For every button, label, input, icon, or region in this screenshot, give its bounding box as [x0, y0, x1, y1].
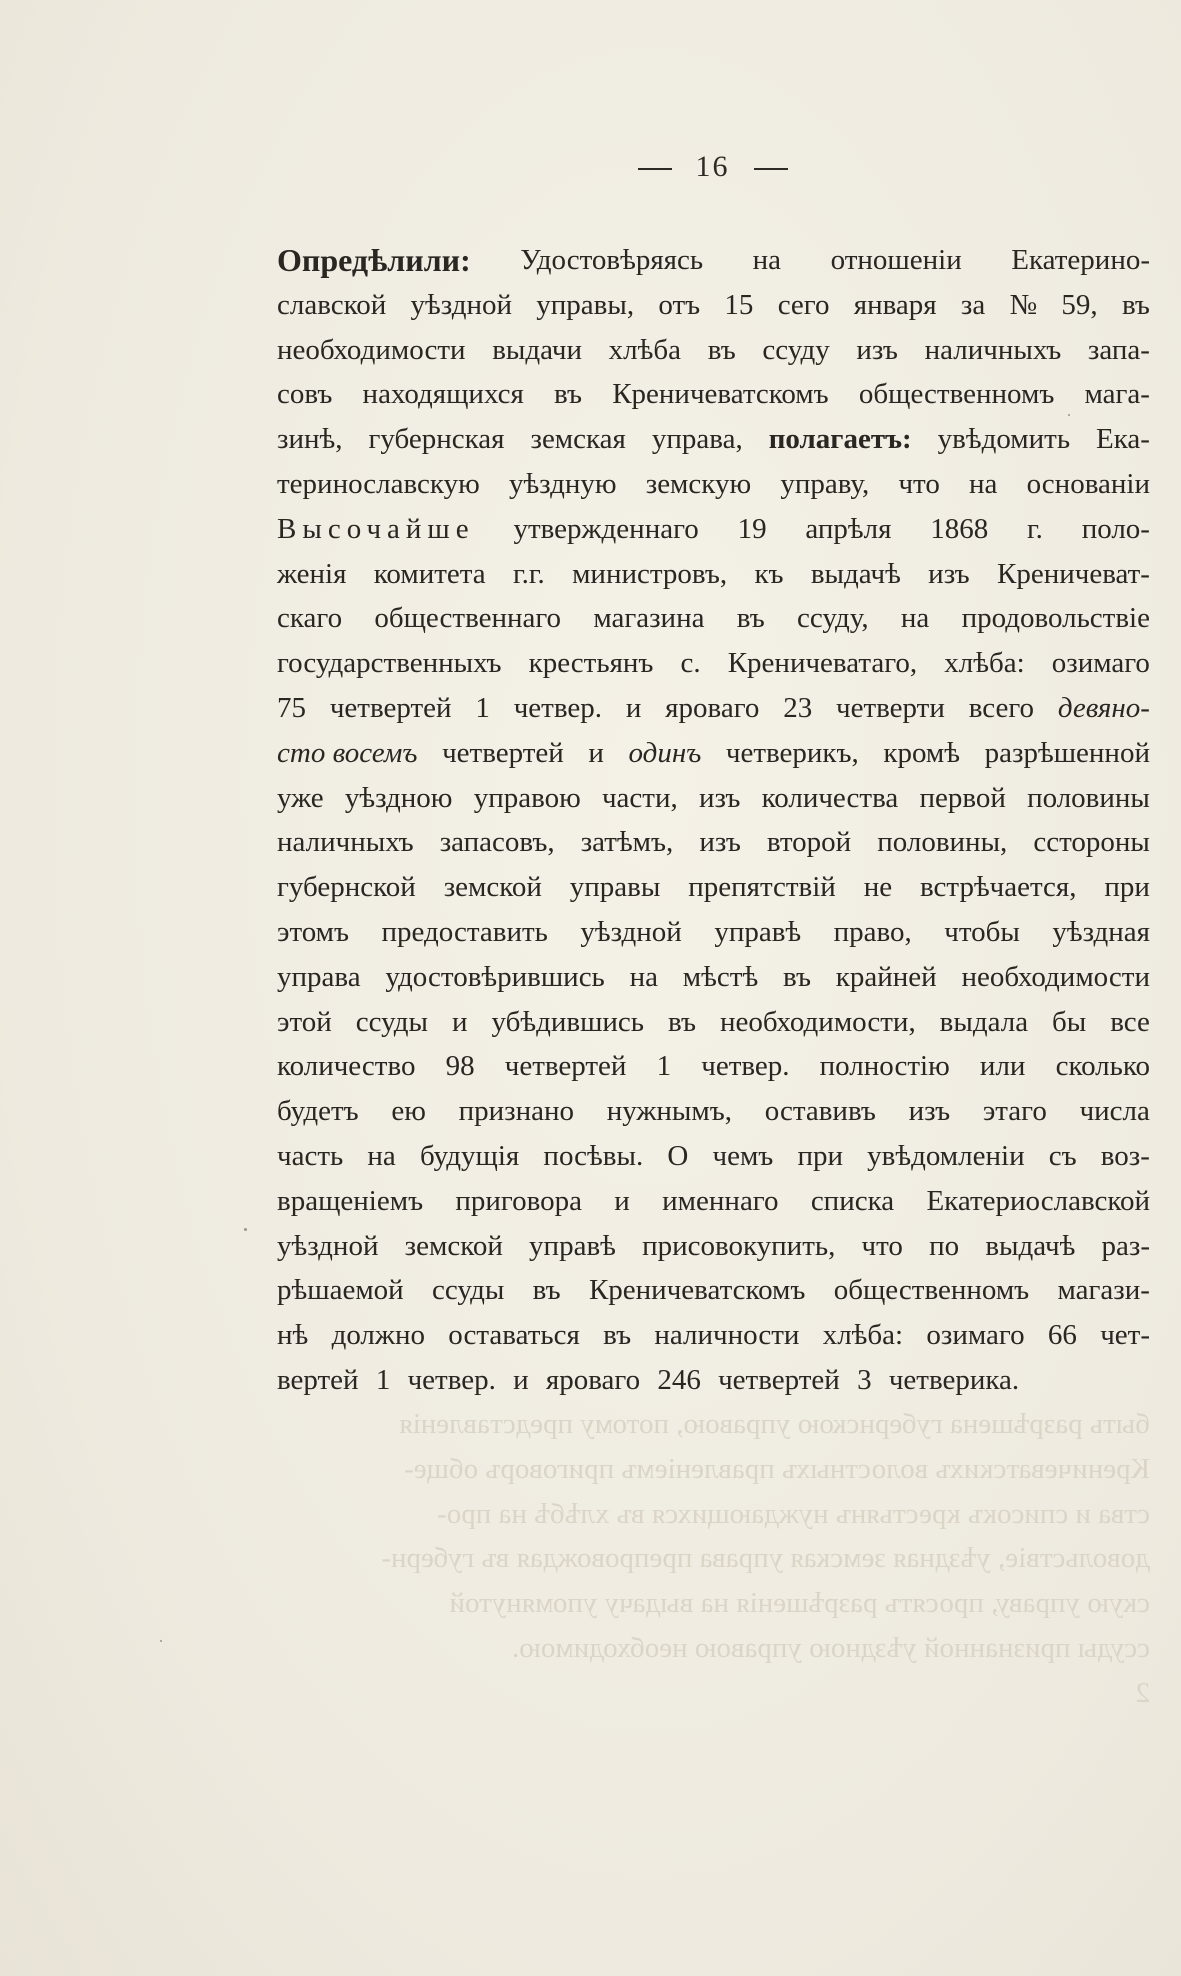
- word: разрѣшенной: [984, 736, 1150, 769]
- word: земской: [443, 871, 542, 904]
- word: и: [614, 1184, 630, 1217]
- word: приговора: [455, 1184, 582, 1217]
- word: половины: [1027, 781, 1150, 814]
- word: и: [451, 1005, 468, 1038]
- word: присовокупить,: [642, 1229, 836, 1262]
- word: сего: [777, 288, 830, 321]
- word: утвержденнаго: [513, 512, 699, 545]
- body-text: [277, 238, 1150, 1403]
- word: убѣдившись: [491, 1005, 645, 1038]
- word: съ: [1048, 1139, 1077, 1172]
- word: 59,: [1061, 288, 1098, 321]
- word: №: [1009, 288, 1038, 321]
- word: находящихся: [362, 378, 524, 411]
- word: теринославскую: [277, 467, 480, 500]
- word: половины,: [877, 826, 1008, 859]
- text-line-22: [277, 1179, 1150, 1224]
- word: крайней: [835, 960, 937, 993]
- word: уѣздной: [580, 915, 682, 948]
- word: наличныхъ: [277, 826, 414, 859]
- word: уже: [277, 781, 324, 814]
- text-line-17: [277, 955, 1150, 1000]
- text-line-24: [277, 1268, 1150, 1313]
- text-line-3: [277, 328, 1150, 373]
- word: этой: [277, 1005, 332, 1038]
- word: нужнымъ,: [606, 1095, 733, 1128]
- word: земская: [530, 423, 626, 456]
- word: на: [629, 960, 658, 993]
- word: и: [588, 736, 604, 769]
- word: Екатериославской: [926, 1184, 1150, 1217]
- text-line-8: [277, 552, 1150, 597]
- page-number: [0, 150, 1181, 184]
- word: что: [898, 467, 940, 500]
- word: крестьянъ: [528, 647, 654, 680]
- word: губернская: [368, 423, 505, 456]
- word: вертей: [277, 1363, 359, 1396]
- word: общественнаго: [374, 602, 562, 635]
- show-through-line: быть разрѣшена губернскою управою, потому представленія: [399, 1408, 1150, 1440]
- word: января: [853, 288, 937, 321]
- word: наличныхъ: [924, 333, 1062, 366]
- word: земской: [404, 1229, 503, 1262]
- word: на: [900, 602, 930, 635]
- word: предоставить: [381, 915, 548, 948]
- word: губернской: [277, 871, 416, 904]
- text-line-6: [277, 462, 1150, 507]
- word: четвертей: [442, 736, 564, 769]
- word: министровъ,: [572, 557, 728, 590]
- word: 1: [375, 1363, 391, 1396]
- word: 66: [1047, 1319, 1077, 1352]
- word: четвер.: [701, 1050, 790, 1083]
- word: земскую: [645, 467, 752, 500]
- text-line-25: [277, 1313, 1150, 1358]
- word: изъ: [928, 557, 970, 590]
- word: отношеніи: [830, 244, 962, 276]
- word: выдачѣ: [985, 1229, 1076, 1262]
- word: озимаго: [1051, 647, 1150, 680]
- word: количество: [277, 1050, 416, 1083]
- word: за: [960, 288, 986, 321]
- text-line-5: [277, 417, 1150, 462]
- word: продовольствіе: [961, 602, 1150, 635]
- word: необходимости: [277, 333, 466, 366]
- word: необходимости: [961, 960, 1150, 993]
- word: раз-: [1101, 1229, 1150, 1262]
- word: числа: [1079, 1095, 1150, 1128]
- word: хлѣба:: [822, 1319, 904, 1352]
- word: женія: [277, 557, 347, 590]
- word: магазина: [593, 602, 705, 635]
- word: изъ: [699, 826, 741, 859]
- page-number-value: 16: [695, 150, 730, 183]
- word: мѣстѣ: [682, 960, 759, 993]
- word: часть: [277, 1139, 344, 1172]
- word: государственныхъ: [277, 647, 502, 680]
- word: четвер.: [407, 1363, 496, 1396]
- word: не: [863, 871, 893, 904]
- show-through-line: довольствіе, уѣздная земская управа препровождая въ губерн-: [381, 1542, 1150, 1575]
- text-line-1: [277, 238, 1150, 283]
- word: ссуды: [355, 1005, 429, 1038]
- word: управа: [277, 960, 361, 993]
- word: въ: [603, 1319, 632, 1352]
- word: зинѣ,: [277, 423, 343, 456]
- word: чет-: [1100, 1319, 1150, 1352]
- text-line-12: [277, 731, 1150, 776]
- word: ссуды: [432, 1274, 505, 1307]
- show-through-line: ства и списокъ крестьянъ нуждающихся въ хлѣбѣ на про-: [437, 1497, 1150, 1530]
- word: первой: [919, 781, 1006, 814]
- word: оставаться: [448, 1319, 580, 1352]
- word: 15: [724, 288, 754, 321]
- word: на: [752, 244, 782, 276]
- word: нѣ: [277, 1319, 309, 1352]
- text-line-21: [277, 1134, 1150, 1179]
- word: уѣздной: [277, 1229, 379, 1262]
- word: по: [929, 1229, 960, 1262]
- word: признано: [458, 1095, 575, 1128]
- word: затѣмъ,: [580, 826, 674, 859]
- word: списка: [810, 1184, 895, 1217]
- paper-speck: [1068, 414, 1070, 416]
- text-line-20: [277, 1089, 1150, 1134]
- word: къ: [754, 557, 784, 590]
- word: управѣ: [529, 1229, 616, 1262]
- word: яроваго: [545, 1363, 641, 1396]
- word: четверика.: [888, 1363, 1020, 1396]
- text-line-16: [277, 910, 1150, 955]
- word: выдачи: [492, 333, 582, 366]
- word: г.: [1027, 512, 1043, 545]
- word: магази-: [1057, 1274, 1150, 1307]
- word: запасовъ,: [439, 826, 555, 859]
- word: на: [367, 1139, 396, 1172]
- word: въ: [668, 1005, 696, 1038]
- show-through-line: Креничеватскихъ волостныхъ правленіемъ приговоръ обще-: [404, 1452, 1150, 1485]
- word: изъ: [908, 1095, 951, 1128]
- word: ею: [391, 1095, 426, 1128]
- paper-speck: [160, 1640, 162, 1642]
- word: сстороны: [1033, 826, 1150, 859]
- word: озимаго: [926, 1319, 1025, 1352]
- word: хлѣба: [608, 333, 682, 366]
- text-line-7: [277, 507, 1150, 552]
- word: хлѣба:: [944, 647, 1025, 680]
- word: препятствій: [688, 871, 836, 904]
- word: общественномъ: [858, 378, 1055, 411]
- spaced-word: Высочайше: [277, 512, 475, 545]
- text-line-10: [277, 641, 1150, 686]
- word: изъ: [856, 333, 898, 366]
- word: четверти: [836, 691, 945, 724]
- word: чтобы: [944, 915, 1020, 948]
- word: 1: [656, 1050, 672, 1083]
- word: что: [861, 1229, 903, 1262]
- word: запа-: [1087, 333, 1150, 366]
- word: четвертей: [504, 1050, 627, 1083]
- word: совъ: [277, 378, 333, 411]
- word: отъ: [658, 288, 701, 321]
- word: въ: [1121, 288, 1150, 321]
- word: увѣдомленіи: [867, 1139, 1025, 1172]
- text-line-4: [277, 372, 1150, 417]
- word: четвертей: [718, 1363, 840, 1396]
- word: наличности: [654, 1319, 800, 1352]
- word: все: [1110, 1005, 1150, 1038]
- italic-phrase: сто восемъ: [277, 736, 418, 769]
- word: чемъ: [712, 1139, 774, 1172]
- word: будущія: [419, 1139, 520, 1172]
- text-line-2: [277, 283, 1150, 328]
- word: уѣздной: [410, 288, 512, 321]
- word: г.г.: [513, 557, 545, 590]
- text-line-26: [277, 1358, 1150, 1403]
- text-line-9: [277, 596, 1150, 641]
- word: будетъ: [277, 1095, 359, 1128]
- text-line-23: [277, 1224, 1150, 1269]
- word: удостовѣрившись: [385, 960, 605, 993]
- word: О: [667, 1139, 689, 1172]
- word: с.: [680, 647, 701, 680]
- word: всего: [968, 691, 1034, 724]
- word: 19: [737, 512, 767, 545]
- word: въ: [707, 333, 736, 366]
- word: вращеніемъ: [277, 1184, 424, 1217]
- word: ссуду: [762, 333, 830, 366]
- word: уѣздная: [1052, 915, 1150, 948]
- word: управы: [569, 871, 661, 904]
- word: управѣ: [714, 915, 802, 948]
- word: Креничеватскомъ: [588, 1274, 806, 1307]
- text-line-19: [277, 1044, 1150, 1089]
- word: оставивъ: [764, 1095, 876, 1128]
- word: встрѣчается,: [920, 871, 1077, 904]
- word: 3: [857, 1363, 872, 1396]
- word: славской: [277, 288, 387, 321]
- show-through-text: [270, 1402, 1150, 1716]
- word: управа,: [651, 423, 743, 456]
- show-through-line: 2: [1135, 1676, 1150, 1709]
- word: рѣшаемой: [277, 1274, 404, 1307]
- bold-word: полагаетъ:: [768, 423, 912, 456]
- word: четвер.: [513, 691, 602, 724]
- word: яроваго: [665, 691, 760, 724]
- word: выдачѣ: [810, 557, 901, 590]
- word: полностію: [819, 1050, 950, 1083]
- word: ссуду,: [796, 602, 869, 635]
- text-line-18: [277, 1000, 1150, 1045]
- word: именнаго: [662, 1184, 779, 1217]
- word: въ: [554, 378, 582, 411]
- word: 1: [475, 691, 490, 724]
- word: и: [625, 691, 642, 724]
- show-through-line: ссуды признанной уѣздною управою необходимою.: [511, 1631, 1150, 1664]
- word: управу,: [780, 467, 870, 500]
- word: необходимости,: [719, 1005, 916, 1038]
- word: Креничеват-: [996, 557, 1150, 590]
- word: посѣвы.: [543, 1139, 644, 1172]
- word: при: [797, 1139, 843, 1172]
- word: поло-: [1081, 512, 1150, 545]
- word: или: [979, 1050, 1026, 1083]
- text-line-13: [277, 776, 1150, 821]
- word: выдала: [939, 1005, 1029, 1038]
- word: четвертей: [329, 691, 452, 724]
- word: комитета: [373, 557, 486, 590]
- word: въ: [736, 602, 765, 635]
- left-dash: [638, 168, 672, 170]
- word: управою: [473, 781, 581, 814]
- word: Екатерино-: [1011, 244, 1150, 276]
- word: 75: [277, 691, 306, 724]
- word: Ека-: [1096, 423, 1150, 456]
- word: части,: [601, 781, 678, 814]
- word: четверикъ,: [725, 736, 859, 769]
- word: Креничеватаго,: [727, 647, 918, 680]
- word: кромѣ: [883, 736, 961, 769]
- word: уѣздною: [344, 781, 453, 814]
- word: изъ: [698, 781, 741, 814]
- text-line-11: [277, 686, 1150, 731]
- word: увѣдомить: [937, 423, 1071, 456]
- word: апрѣля: [805, 512, 892, 545]
- word: 1868: [930, 512, 989, 545]
- word: должно: [331, 1319, 425, 1352]
- show-through-line: скую управу, просятъ разрѣшенія на выдачу упомянутой: [449, 1587, 1150, 1620]
- word: 246: [657, 1363, 701, 1396]
- word: Удостовѣряясь: [520, 244, 704, 276]
- italic-word: девяно-: [1057, 691, 1150, 724]
- word: общественномъ: [833, 1274, 1030, 1307]
- word: управы,: [536, 288, 635, 321]
- word: Креничеватскомъ: [612, 378, 829, 411]
- word: этаго: [982, 1095, 1047, 1128]
- word: 98: [445, 1050, 475, 1083]
- text-line-15: [277, 865, 1150, 910]
- word: количества: [761, 781, 899, 814]
- paper-speck: [244, 1228, 247, 1231]
- word: въ: [532, 1274, 561, 1307]
- word: 23: [783, 691, 813, 724]
- word: и: [513, 1363, 529, 1396]
- word: этомъ: [277, 915, 350, 948]
- italic-word: одинъ: [628, 736, 702, 769]
- right-dash: [754, 168, 788, 170]
- word: основаніи: [1026, 467, 1150, 500]
- word: мага-: [1084, 378, 1150, 411]
- word: воз-: [1100, 1139, 1150, 1172]
- word: скаго: [277, 602, 343, 635]
- word: бы: [1052, 1005, 1087, 1038]
- word: сколько: [1055, 1050, 1150, 1083]
- word: уѣздную: [508, 467, 617, 500]
- word: второй: [766, 826, 852, 859]
- word: въ: [782, 960, 811, 993]
- lead-word: Опредѣлили:: [277, 242, 471, 278]
- word: на: [969, 467, 998, 500]
- text-line-14: [277, 820, 1150, 865]
- word: право,: [833, 915, 912, 948]
- word: при: [1104, 871, 1150, 904]
